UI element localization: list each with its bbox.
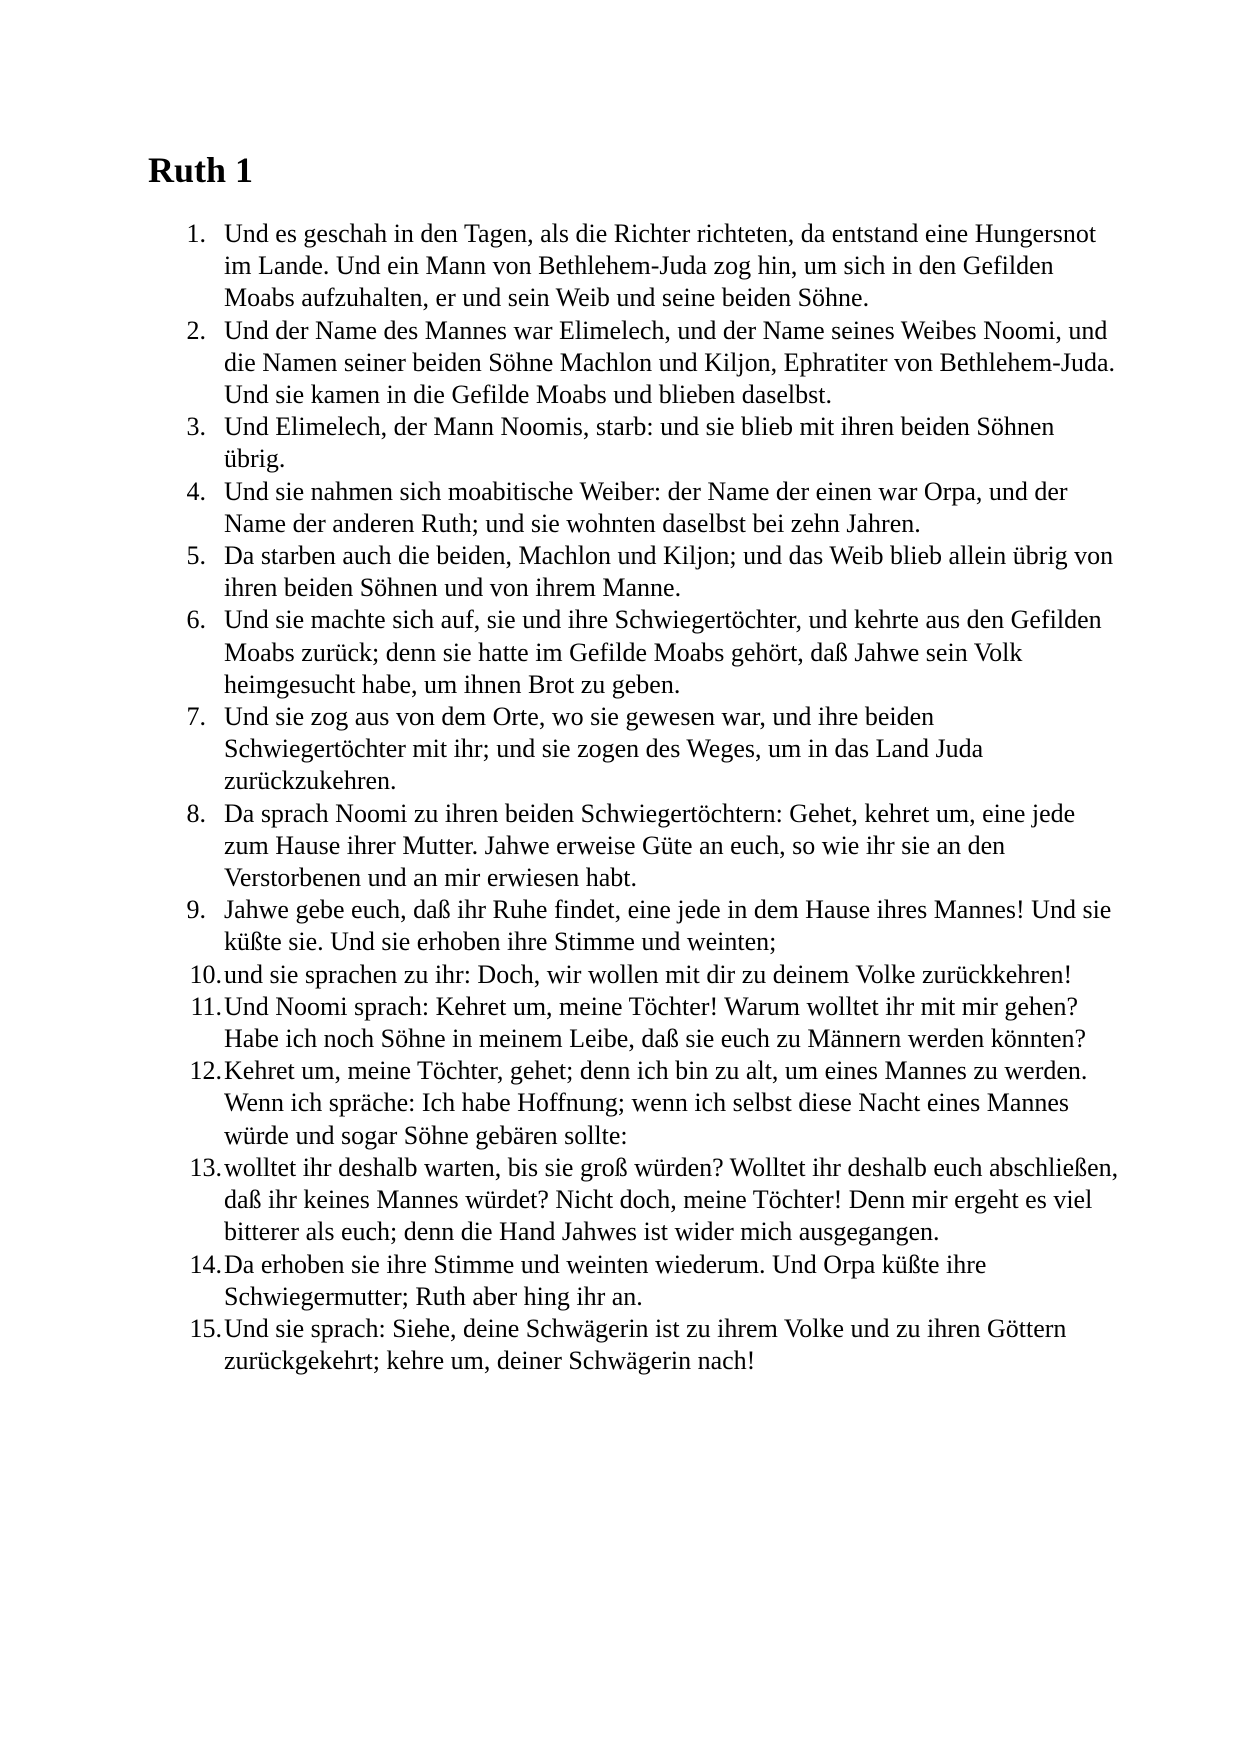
verse-number: 5. [186, 541, 206, 571]
verse-item [160, 1249, 1120, 1313]
verse-item [160, 476, 1120, 540]
verse-number: 1. [186, 219, 206, 248]
verse-text: Und Noomi sprach: Kehret um, meine Töchter! Warum wolltet ihr mit mir gehen? Habe ich noch Söhne in meinem Leibe, daß sie euch zu Männern werden könnten? [224, 991, 1087, 1054]
verse-number: 14. [189, 1249, 222, 1279]
verse-item [160, 218, 1120, 315]
verse-item [160, 1055, 1120, 1152]
verse-text: Da starben auch die beiden, Machlon und Kiljon; und das Weib blieb allein übrig von ihren beiden Söhnen und von ihrem Manne. [224, 541, 1114, 603]
verse-text: Und es geschah in den Tagen, als die Richter richteten, da entstand eine Hungersnot im Lande. Und ein Mann von Bethlehem-Juda zog hin, um sich in den Gefilden Moabs aufzuhalten, er und sein Weib und seine beiden Söhne. [224, 219, 1097, 313]
verse-number: 3. [186, 412, 206, 442]
verse-text: Da sprach Noomi zu ihren beiden Schwiegertöchtern: Gehet, kehret um, eine jede zum Hause ihrer Mutter. Jahwe erweise Güte an euch, so wie ihr sie an den Verstorbenen und an mir erwiesen habt. [224, 798, 1076, 893]
verse-item [160, 894, 1120, 958]
verse-text: Und Elimelech, der Mann Noomis, starb: und sie blieb mit ihren beiden Söhnen übrig. [224, 412, 1055, 474]
verse-text: Da erhoben sie ihre Stimme und weinten wiederum. Und Orpa küßte ihre Schwiegermutter; Ruth aber hing ihr an. [224, 1249, 987, 1311]
verse-text: Und sie nahmen sich moabitische Weiber: der Name der einen war Orpa, und der Name der anderen Ruth; und sie wohnten daselbst bei zehn Jahren. [224, 476, 1068, 538]
verse-text: wolltet ihr deshalb warten, bis sie groß würden? Wolltet ihr deshalb euch abschließen, daß ihr keines Mannes würdet? Nicht doch, meine Töchter! Denn mir ergeht es viel bitterer als euch; denn die Hand Jahwes ist wider mich ausgegangen. [224, 1152, 1119, 1247]
verse-number: 2. [186, 315, 206, 345]
verse-text: Und der Name des Mannes war Elimelech, und der Name seines Weibes Noomi, und die Namen seiner beiden Söhne Machlon und Kiljon, Ephratiter von Bethlehem-Juda. Und sie kamen in die Gefilde Moabs und blieben daselbst. [224, 315, 1115, 410]
chapter-title: Ruth 1 [148, 150, 254, 190]
verse-number: 7. [186, 702, 206, 732]
verse-number: 6. [186, 605, 206, 635]
verse-list [160, 218, 1120, 1377]
verse-item [160, 1313, 1120, 1377]
verse-number: 13. [189, 1152, 222, 1182]
verse-number: 12. [189, 1056, 222, 1086]
verse-item [160, 701, 1120, 798]
verse-number: 4. [186, 476, 206, 506]
verse-text: Und sie machte sich auf, sie und ihre Schwiegertöchter, und kehrte aus den Gefilden Moabs zurück; denn sie hatte im Gefilde Moabs gehört, daß Jahwe sein Volk heimgesucht habe, um ihnen Brot zu geben. [224, 605, 1102, 699]
verse-item [160, 798, 1120, 895]
verse-number: 15. [189, 1313, 222, 1343]
verse-text: Jahwe gebe euch, daß ihr Ruhe findet, eine jede in dem Hause ihres Mannes! Und sie küßte sie. Und sie erhoben ihre Stimme und weinten; [224, 895, 1112, 957]
verse-item [160, 540, 1120, 604]
verse-text: Kehret um, meine Töchter, gehet; denn ich bin zu alt, um eines Mannes zu werden. Wenn ich spräche: Ich habe Hoffnung; wenn ich selbst diese Nacht eines Mannes würde und sogar Söhne gebären sollte: [224, 1056, 1088, 1150]
verse-item [160, 604, 1120, 701]
verse-item [160, 991, 1120, 1055]
verse-text: und sie sprachen zu ihr: Doch, wir wollen mit dir zu deinem Volke zurückkehren! [224, 959, 1073, 989]
verse-text: Und sie sprach: Siehe, deine Schwägerin ist zu ihrem Volke und zu ihren Göttern zurückgekehrt; kehre um, deiner Schwägerin nach! [224, 1313, 1067, 1376]
verse-number: 11. [190, 991, 222, 1021]
verse-item [160, 1152, 1120, 1249]
verse-text: Und sie zog aus von dem Orte, wo sie gewesen war, und ihre beiden Schwiegertöchter mit ihr; und sie zogen des Weges, um in das Land Juda zurückzukehren. [224, 702, 984, 796]
verse-number: 9. [186, 895, 206, 925]
verse-number: 10. [189, 959, 222, 989]
verse-item [160, 959, 1120, 991]
verse-item [160, 315, 1120, 412]
verse-item [160, 411, 1120, 475]
verse-number: 8. [186, 798, 206, 828]
